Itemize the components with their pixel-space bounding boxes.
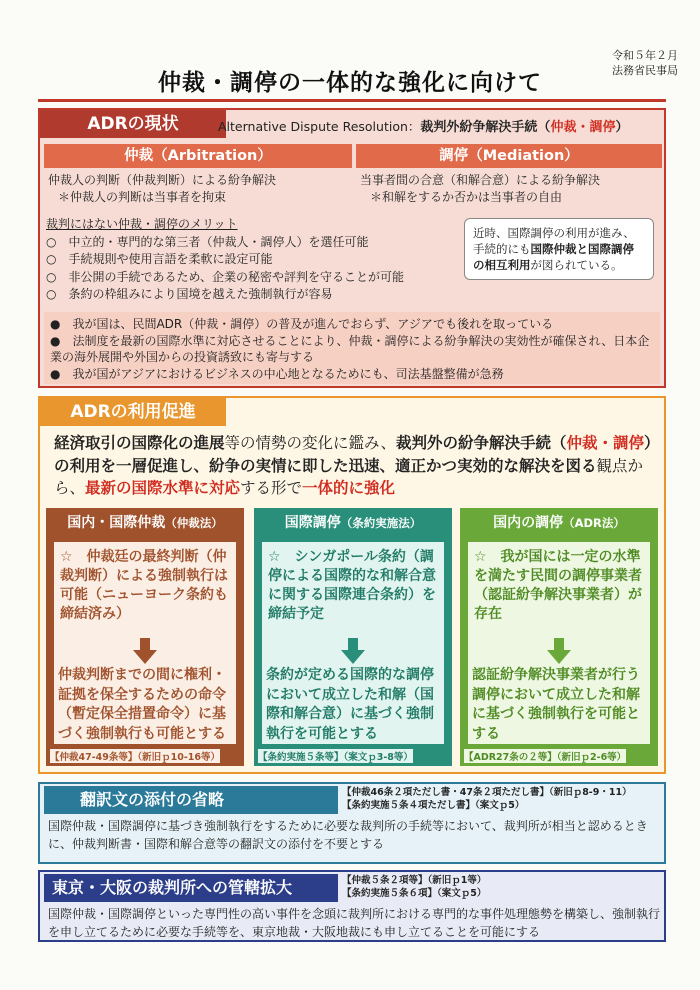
mutual-use-note <box>464 218 654 280</box>
box2-reform: 条約が定める国際的な調停において成立した和解（国際和解合意）に基づく強制執行を可能とする <box>266 667 434 742</box>
adr-status-subtitle <box>218 116 628 135</box>
summary-text-2: 観点から、 <box>54 456 644 497</box>
jurisdiction-ref-1: 【仲裁５条２項等】（新旧ｐ1等） <box>342 875 487 886</box>
summary-bold-2: 裁判外の紛争解決手続（ <box>395 434 567 452</box>
document-date: 令和５年２月 <box>612 49 678 62</box>
adr-promotion-section <box>38 396 666 774</box>
summary-text-3: する形で <box>240 479 303 497</box>
title-underline <box>38 99 666 102</box>
issue-item: ● 我が国がアジアにおけるビジネスの中心地となるためにも、司法基盤整備が急務 <box>50 366 504 381</box>
translation-omission-section <box>38 782 666 864</box>
note-bold: 国際仲裁と国際調停の相互利用 <box>473 242 634 272</box>
jurisdiction-section <box>38 870 666 942</box>
translation-references <box>342 786 632 812</box>
translation-heading: 翻訳文の添付の省略 <box>44 786 338 814</box>
document-org: 法務省民事局 <box>612 64 678 77</box>
box3-reference: 【ADR27条の２等】（新旧ｐ2-6等） <box>464 749 626 763</box>
box1-header <box>46 508 244 538</box>
merit-item: ○ 非公開の手続であるため、企業の秘密や評判を守ることが可能 <box>46 269 404 284</box>
arbitration-line2: ＊仲裁人の判断は当事者を拘束 <box>58 190 227 204</box>
issues-list <box>44 312 660 384</box>
box1-current: ☆ 仲裁廷の最終判断（仲裁判断）による強制執行は可能（ニューヨーク条約も締結済み） <box>60 549 228 622</box>
mediation-line1: 当事者間の合意（和解合意）による紛争解決 <box>360 173 601 187</box>
arbitration-law-box <box>46 508 244 766</box>
adr-status-heading: ADRの現状 <box>40 110 226 138</box>
box3-current: ☆ 我が国には一定の水準を満たす民間の調停事業者（認証紛争解決事業者）が存在 <box>474 549 642 622</box>
merit-item: ○ 中立的・専門的な第三者（仲裁人・調停人）を選任可能 <box>46 234 369 249</box>
box1-title-small: （仲裁法） <box>165 516 223 530</box>
promotion-summary <box>54 432 654 500</box>
box2-reference: 【条約実施５条等】（案文ｐ3-8等） <box>258 749 413 763</box>
jurisdiction-ref-2: 【条約実施５条６項】（案文ｐ5） <box>342 888 487 899</box>
box1-title: 国内・国際仲裁 <box>67 515 166 531</box>
mediation-header: 調停（Mediation） <box>356 144 662 168</box>
note-post: が図られている。 <box>530 258 623 272</box>
jurisdiction-heading: 東京・大阪の裁判所への管轄拡大 <box>44 874 338 902</box>
summary-bold-3: ）の利用を一層促進し、紛争の実情に即した迅速、適正かつ実効的な解決を図る <box>54 434 652 475</box>
subtitle-paren-red: 仲裁・調停 <box>550 120 616 135</box>
issue-item: ● 我が国は、民間ADR（仲裁・調停）の普及が進んでおらず、アジアでも後れを取っている <box>50 317 554 331</box>
issue-item: ● 法制度を最新の国際水準に対応させることにより、仲裁・調停による紛争解決の実効性が確保され、日本企業の海外展開や外国からの投資誘致にも寄与する <box>50 333 650 364</box>
summary-red-2: 最新の国際水準に対応 <box>85 479 241 497</box>
arbitration-text <box>48 172 348 206</box>
adr-status-section <box>38 108 666 388</box>
box2-body <box>262 542 444 744</box>
subtitle-en: Alternative Dispute Resolution： <box>218 119 421 134</box>
note-pre: 近時、国際調停の利用が進み、手続的にも <box>473 226 635 256</box>
box3-title-small: （ADR法） <box>563 516 625 530</box>
down-arrow-icon <box>341 638 365 664</box>
translation-ref-1: 【仲裁46条２項ただし書・47条２項ただし書】（新旧ｐ8-9・11） <box>342 787 632 798</box>
arbitration-line1: 仲裁人の判断（仲裁判断）による紛争解決 <box>48 173 277 187</box>
adr-promotion-heading: ADRの利用促進 <box>40 398 226 426</box>
merits-list <box>46 216 458 304</box>
box2-current: ☆ シンガポール条約（調停による国際的な和解合意に関する国際連合条約）を締結予定 <box>268 549 436 622</box>
merit-item: ○ 手続規則や使用言語を柔軟に設定可能 <box>46 252 273 266</box>
arbitration-header: 仲裁（Arbitration） <box>44 144 352 168</box>
box3-body <box>468 542 650 744</box>
box1-reform: 仲裁判断までの間に権利・証拠を保全するための命令（暫定保全措置命令）に基づく強制執行も可能とする <box>58 667 226 742</box>
mediation-line2: ＊和解をするか否かは当事者の自由 <box>370 190 563 204</box>
jurisdiction-body: 国際仲裁・国際調停といった専門性の高い事件を念頭に裁判所における専門的な事件処理態勢を構築し、強制執行を申し立てるために必要な手続等を、東京地裁・大阪地裁にも申し立てることを可能にする <box>48 907 661 939</box>
translation-body: 国際仲裁・国際調停に基づき強制執行をするために必要な裁判所の手続等において、裁判所が相当と認めるときに、仲裁判断書・国際和解合意等の翻訳文の添付を不要とする <box>48 819 648 851</box>
summary-red-1: 仲裁・調停 <box>566 434 644 452</box>
merit-item: ○ 条約の枠組みにより国境を越えた強制執行が容易 <box>46 287 333 301</box>
page-title: 仲裁・調停の一体的な強化に向けて <box>158 70 542 96</box>
down-arrow-icon <box>547 638 571 664</box>
subtitle-jp: 裁判外紛争解決手続 <box>420 120 538 135</box>
box3-title: 国内の調停 <box>493 515 564 531</box>
summary-text-1: 等の情勢の変化に鑑み、 <box>224 434 396 452</box>
subtitle-paren-open: （ <box>537 120 551 135</box>
box2-header <box>254 508 452 538</box>
merits-title: 裁判にはない仲裁・調停のメリット <box>46 217 238 231</box>
down-arrow-icon <box>133 638 157 664</box>
adr-law-box <box>460 508 658 766</box>
jurisdiction-references <box>342 874 486 900</box>
box3-reform: 認証紛争解決事業者が行う調停において成立した和解に基づく強制執行を可能とする <box>472 667 640 742</box>
box3-header <box>460 508 658 538</box>
translation-ref-2: 【条約実施５条４項ただし書】（案文ｐ5） <box>342 800 525 811</box>
box1-reference: 【仲裁47-49条等】（新旧ｐ10-16等） <box>50 749 220 763</box>
box1-body <box>54 542 236 744</box>
box2-title: 国際調停 <box>284 515 341 531</box>
summary-bold-1: 経済取引の国際化の進展 <box>54 434 225 452</box>
summary-red-3: 一体的に強化 <box>302 479 396 497</box>
box2-title-small: （条約実施法） <box>340 516 422 530</box>
mediation-text <box>360 172 660 206</box>
treaty-law-box <box>254 508 452 766</box>
subtitle-paren-close: ） <box>615 120 629 135</box>
